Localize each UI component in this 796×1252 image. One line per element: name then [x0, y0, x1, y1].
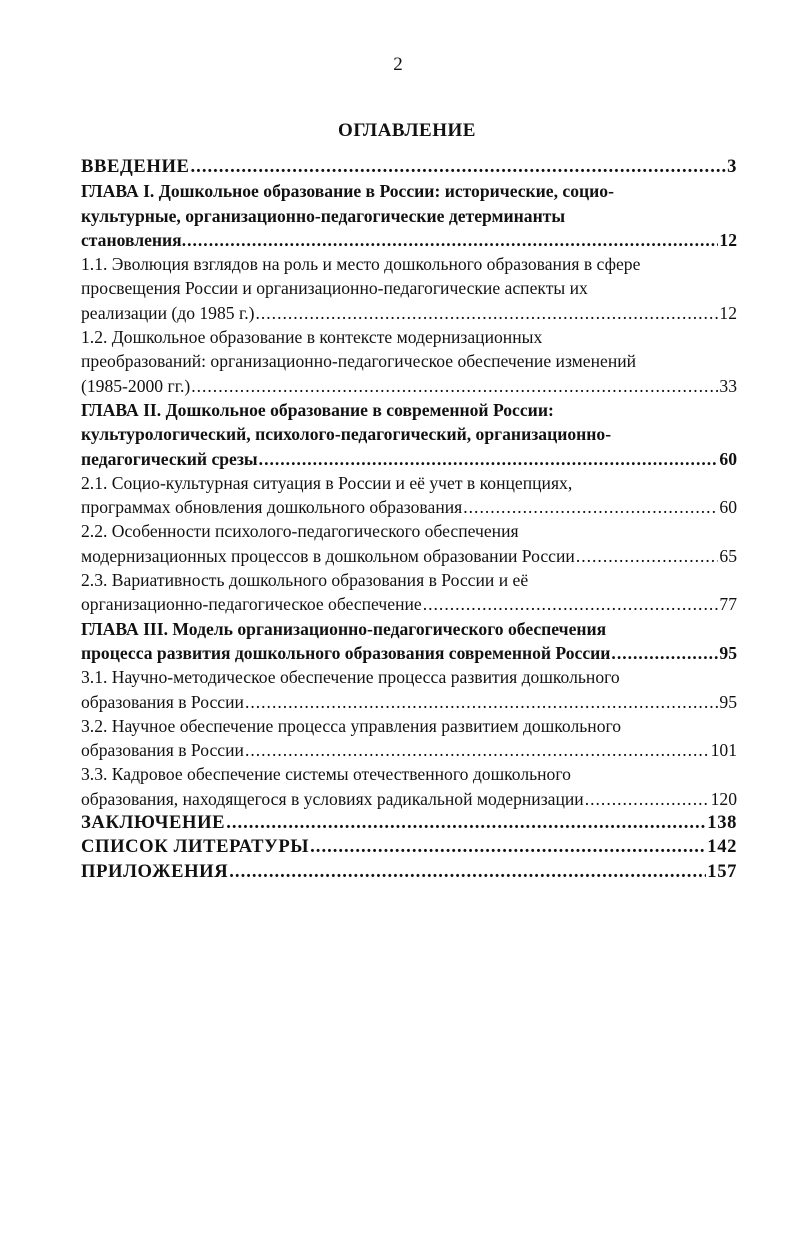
- toc-page-number: 60: [719, 497, 737, 518]
- toc-entry-title: становления.: [81, 229, 187, 250]
- toc-entry-section-3-1: [81, 665, 737, 714]
- toc-entry-last-line: [81, 690, 737, 714]
- toc-entry-last-line: [81, 495, 737, 519]
- toc-entry-references: [81, 835, 737, 859]
- toc-page-number: 120: [710, 788, 737, 809]
- toc-entry-title: реализации (до 1985 г.): [81, 302, 255, 323]
- toc-entry-title: модернизационных процессов в дошкольном образовании России: [81, 545, 575, 566]
- toc-entry-last-line: [81, 301, 737, 325]
- toc-entry-last-line: [81, 738, 737, 762]
- dot-leader: [245, 690, 718, 714]
- toc-entry-line: 3.3. Кадровое обеспечение системы отечественного дошкольного: [81, 764, 571, 785]
- toc-entry-last-line: [81, 860, 737, 884]
- toc-entry-line: культурные, организационно-педагогические детерминанты: [81, 205, 566, 226]
- toc-entry-line: культурологический, психолого-педагогический, организационно-: [81, 424, 612, 445]
- toc-entry-line: ГЛАВА I. Дошкольное образование в России: исторические, социо-: [81, 181, 614, 202]
- dot-leader: [463, 495, 718, 519]
- toc-entry-last-line: [81, 155, 737, 179]
- toc-entry-line: преобразований: организационно-педагогическое обеспечение изменений: [81, 351, 637, 372]
- toc-entry-line: 3.2. Научное обеспечение процесса управления развитием дошкольного: [81, 715, 622, 736]
- toc-entry-conclusion: [81, 811, 737, 835]
- toc-entry-title: СПИСОК ЛИТЕРАТУРЫ: [81, 836, 310, 858]
- toc-entry-title: образования в России: [81, 740, 244, 761]
- toc-page-number: 33: [719, 375, 737, 396]
- toc-page-number: 157: [707, 860, 737, 882]
- toc-entry-line: 2.3. Вариативность дошкольного образования в России и её: [81, 570, 529, 591]
- toc-entry-section-2-2: [81, 519, 737, 568]
- toc-entry-title: (1985-2000 гг.): [81, 375, 191, 396]
- toc-entry-introduction: [81, 155, 737, 179]
- toc-entry-section-3-3: [81, 762, 737, 811]
- toc-entry-section-1-2: [81, 325, 737, 398]
- toc-entry-title: образования, находящегося в условиях радикальной модернизации: [81, 788, 584, 809]
- dot-leader: [191, 374, 718, 398]
- toc-page-number: 95: [719, 691, 737, 712]
- page-title: ОГЛАВЛЕНИЕ: [338, 120, 476, 141]
- toc-page-number: 77: [719, 594, 737, 615]
- toc-page-number: 3: [727, 156, 737, 177]
- toc-entry-title: организационно-педагогическое обеспечение: [81, 594, 422, 615]
- toc-entry-title: процесса развития дошкольного образования современной России: [81, 642, 611, 663]
- toc-entry-line: 1.2. Дошкольное образование в контексте модернизационных: [81, 327, 543, 348]
- toc-entry-line: 1.1. Эволюция взглядов на роль и место дошкольного образования в сфере: [81, 254, 641, 275]
- toc-entry-title: образования в России: [81, 691, 244, 712]
- toc-entry-title: ВВЕДЕНИЕ: [81, 156, 190, 177]
- toc-page-number: 65: [719, 545, 737, 566]
- toc-page-number: 142: [707, 836, 737, 858]
- dot-leader: [255, 301, 718, 325]
- toc-entry-title: программах обновления дошкольного образования: [81, 497, 463, 518]
- dot-leader: [576, 544, 719, 568]
- toc-page-number: 95: [719, 642, 737, 663]
- page-number: 2: [393, 54, 403, 75]
- toc-entry-chapter-2: [81, 398, 737, 471]
- toc-entry-last-line: [81, 544, 737, 568]
- toc-entry-line: 3.1. Научно-методическое обеспечение процесса развития дошкольного: [81, 667, 620, 688]
- toc-entry-last-line: [81, 835, 737, 859]
- toc-entry-line: просвещения России и организационно-педагогические аспекты их: [81, 278, 588, 299]
- toc-entry-section-2-3: [81, 568, 737, 617]
- toc-entry-chapter-3: [81, 617, 737, 666]
- toc-page-number: 101: [710, 740, 737, 761]
- toc-page-number: 12: [719, 302, 737, 323]
- toc-entry-line: 2.1. Социо-культурная ситуация в России и её учет в концепциях,: [81, 472, 573, 493]
- toc-entry-last-line: [81, 374, 737, 398]
- toc-entry-appendices: [81, 860, 737, 884]
- dot-leader: [423, 592, 719, 616]
- dot-leader: [226, 811, 706, 835]
- dot-leader: [310, 835, 706, 859]
- toc-entry-title: педагогический срезы: [81, 448, 258, 469]
- toc-entry-last-line: [81, 787, 737, 811]
- toc-entry-section-2-1: [81, 471, 737, 520]
- toc-entry-line: ГЛАВА III. Модель организационно-педагогического обеспечения: [81, 618, 607, 639]
- toc-entry-line: 2.2. Особенности психолого-педагогического обеспечения: [81, 521, 519, 542]
- toc-entry-last-line: [81, 641, 737, 665]
- dot-leader: [585, 787, 710, 811]
- toc-entry-last-line: [81, 592, 737, 616]
- dot-leader: [191, 155, 727, 179]
- toc-entry-chapter-1: [81, 179, 737, 252]
- toc-entry-title: ЗАКЛЮЧЕНИЕ: [81, 812, 226, 834]
- toc-entry-section-1-1: [81, 252, 737, 325]
- dot-leader: [245, 738, 710, 762]
- toc-entry-last-line: [81, 811, 737, 835]
- toc-entry-line: ГЛАВА II. Дошкольное образование в современной России:: [81, 399, 554, 420]
- toc-page-number: 60: [719, 448, 737, 469]
- dot-leader: [229, 860, 706, 884]
- toc-page-number: 12: [719, 229, 737, 250]
- toc-entry-section-3-2: [81, 714, 737, 763]
- toc-entry-title: ПРИЛОЖЕНИЯ: [81, 860, 229, 882]
- table-of-contents: [81, 155, 737, 884]
- dot-leader: [259, 447, 719, 471]
- toc-entry-last-line: [81, 447, 737, 471]
- dot-leader: [187, 228, 718, 252]
- toc-entry-last-line: [81, 228, 737, 252]
- toc-page-number: 138: [707, 812, 737, 834]
- dot-leader: [611, 641, 718, 665]
